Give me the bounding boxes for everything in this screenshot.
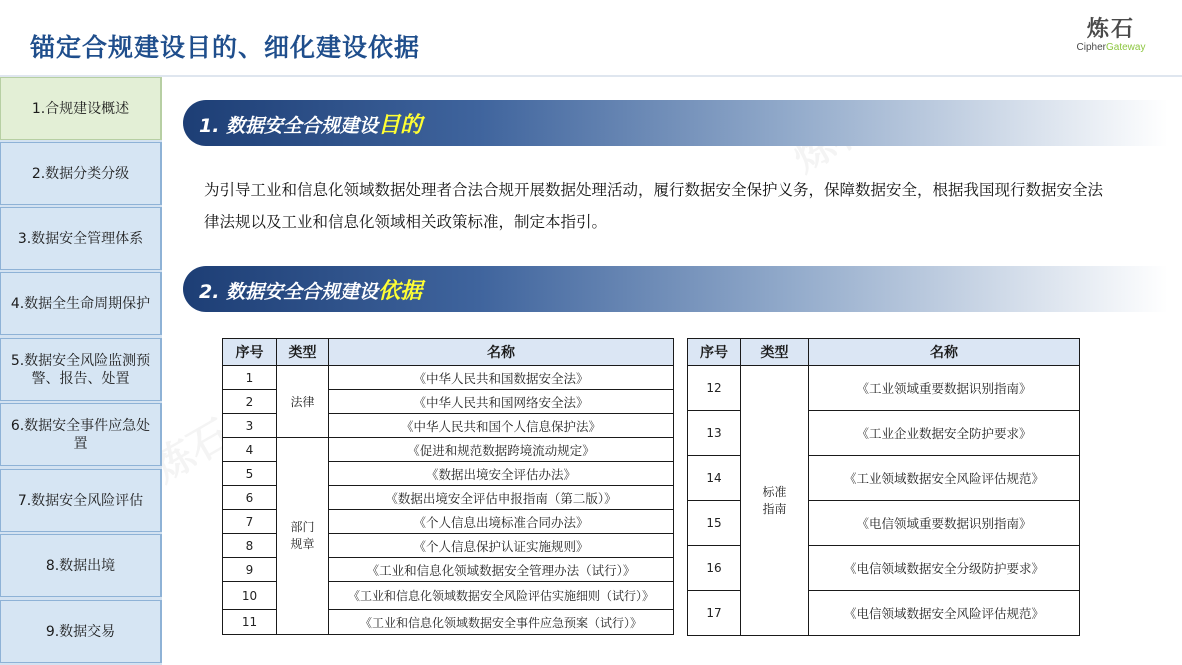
page-title: 锚定合规建设目的、细化建设依据 — [30, 33, 421, 62]
sidebar-item-data-export[interactable]: 8.数据出境 — [0, 534, 162, 597]
row-no: 16 — [688, 546, 741, 591]
row-no: 4 — [223, 438, 277, 462]
row-no: 11 — [223, 610, 277, 635]
table-row — [688, 366, 1080, 411]
row-name: 《电信领域数据安全风险评估规范》 — [809, 591, 1080, 636]
row-name: 《工业企业数据安全防护要求》 — [809, 411, 1080, 456]
row-name: 《工业和信息化领域数据安全事件应急预案（试行）》 — [329, 610, 674, 635]
row-name: 《电信领域数据安全分级防护要求》 — [809, 546, 1080, 591]
row-name: 《促进和规范数据跨境流动规定》 — [329, 438, 674, 462]
sidebar-item-incident-response[interactable]: 6.数据安全事件应急处置 — [0, 403, 162, 466]
row-no: 9 — [223, 558, 277, 582]
row-no: 7 — [223, 510, 277, 534]
row-name: 《工业领域重要数据识别指南》 — [809, 366, 1080, 411]
row-name: 《中华人民共和国网络安全法》 — [329, 390, 674, 414]
row-no: 6 — [223, 486, 277, 510]
logo-en: CipherGateway — [1076, 42, 1146, 53]
laws-regulations-table — [222, 338, 674, 635]
row-no: 3 — [223, 414, 277, 438]
logo-cn: 炼石 — [1086, 17, 1135, 42]
sidebar-item-data-trading[interactable]: 9.数据交易 — [0, 600, 162, 663]
row-no: 10 — [223, 582, 277, 610]
title-divider — [0, 75, 1182, 77]
row-no: 15 — [688, 501, 741, 546]
header-no: 序号 — [223, 339, 277, 366]
row-name: 《数据出境安全评估申报指南（第二版）》 — [329, 486, 674, 510]
section1-banner — [183, 100, 1168, 146]
row-no: 13 — [688, 411, 741, 456]
row-name: 《工业和信息化领域数据安全风险评估实施细则（试行）》 — [329, 582, 674, 610]
row-name: 《工业和信息化领域数据安全管理办法（试行）》 — [329, 558, 674, 582]
row-no: 12 — [688, 366, 741, 411]
row-no: 5 — [223, 462, 277, 486]
row-no: 2 — [223, 390, 277, 414]
standards-table — [687, 338, 1080, 636]
watermark: 炼石 — [145, 411, 238, 492]
header-name: 名称 — [809, 339, 1080, 366]
table-row — [223, 438, 674, 462]
section2-banner — [183, 266, 1168, 312]
section2-heading: 2. 数据安全合规建设依据 — [199, 278, 423, 304]
row-type-law: 法律 — [277, 366, 329, 438]
logo — [1066, 18, 1156, 54]
sidebar-item-data-classification[interactable]: 2.数据分类分级 — [0, 142, 162, 205]
sidebar — [0, 77, 162, 665]
row-name: 《工业领域数据安全风险评估规范》 — [809, 456, 1080, 501]
row-name: 《中华人民共和国个人信息保护法》 — [329, 414, 674, 438]
header-no: 序号 — [688, 339, 741, 366]
sidebar-item-security-management[interactable]: 3.数据安全管理体系 — [0, 207, 162, 270]
header-type: 类型 — [277, 339, 329, 366]
sidebar-item-risk-monitoring[interactable]: 5.数据安全风险监测预警、报告、处置 — [0, 338, 162, 401]
row-name: 《个人信息保护认证实施规则》 — [329, 534, 674, 558]
table-header-row — [223, 339, 674, 366]
sidebar-item-compliance-overview[interactable]: 1.合规建设概述 — [0, 77, 162, 140]
header-type: 类型 — [741, 339, 809, 366]
row-type-regulation: 部门规章 — [277, 438, 329, 635]
header-name: 名称 — [329, 339, 674, 366]
table-row — [223, 366, 674, 390]
row-name: 《电信领域重要数据识别指南》 — [809, 501, 1080, 546]
row-name: 《中华人民共和国数据安全法》 — [329, 366, 674, 390]
section1-heading: 1. 数据安全合规建设目的 — [199, 112, 423, 138]
row-name: 《个人信息出境标准合同办法》 — [329, 510, 674, 534]
row-name: 《数据出境安全评估办法》 — [329, 462, 674, 486]
sidebar-item-risk-assessment[interactable]: 7.数据安全风险评估 — [0, 469, 162, 532]
section1-paragraph: 为引导工业和信息化领域数据处理者合法合规开展数据处理活动，履行数据安全保护义务，保障数据安全，根据我国现行数据安全法律法规以及工业和信息化领域相关政策标准，制定本指引。 — [204, 181, 1104, 231]
row-no: 1 — [223, 366, 277, 390]
row-no: 8 — [223, 534, 277, 558]
table-header-row — [688, 339, 1080, 366]
row-no: 17 — [688, 591, 741, 636]
row-no: 14 — [688, 456, 741, 501]
row-type-standard: 标准指南 — [741, 366, 809, 636]
sidebar-item-lifecycle-protection[interactable]: 4.数据全生命周期保护 — [0, 272, 162, 335]
